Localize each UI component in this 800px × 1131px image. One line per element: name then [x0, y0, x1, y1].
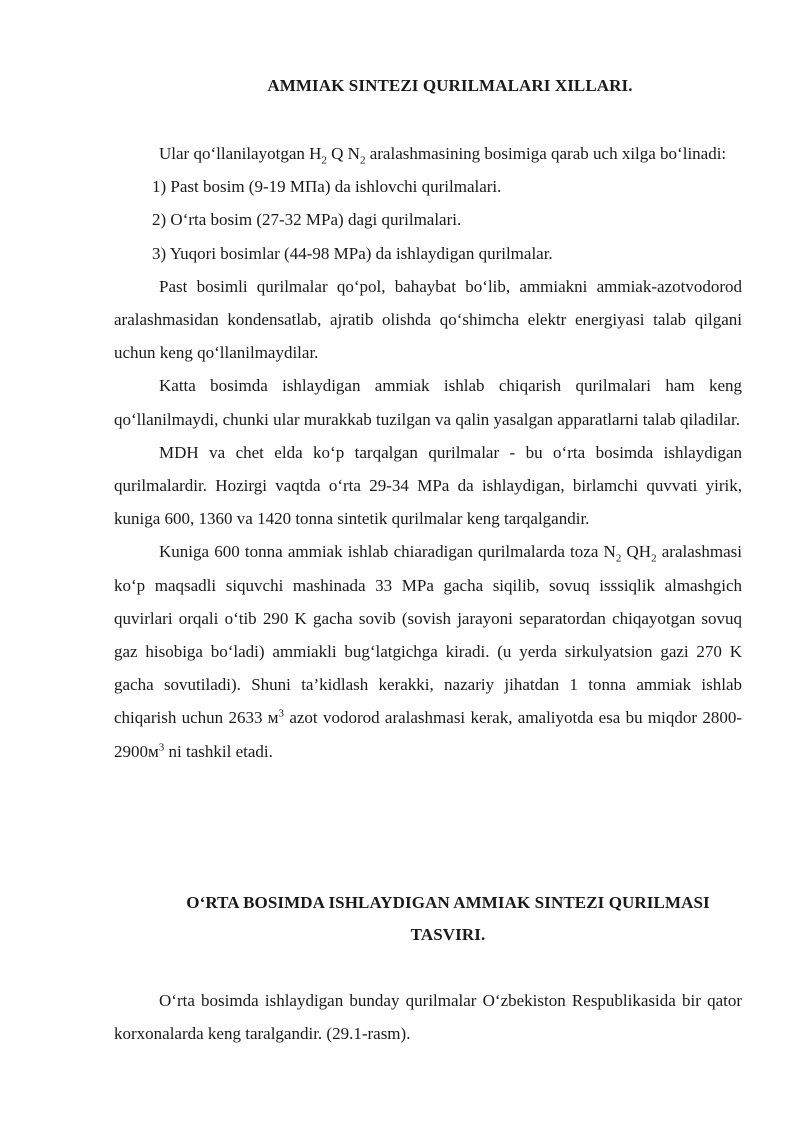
list-item-high-pressure: 3) Yuqori bosimlar (44-98 MPa) da ishlaydigan qurilmalar. — [152, 243, 553, 263]
process-text-1: Kuniga 600 tonna ammiak ishlab chiaradigan qurilmalarda toza N — [159, 542, 616, 562]
process-subscript-1: 2 — [615, 552, 622, 565]
intro-text-start: Ular qo‘llanilayotgan H — [159, 144, 322, 163]
main-text-block — [114, 137, 742, 768]
process-text-5: ni tashkil etadi. — [164, 741, 273, 761]
section-subtitle: O‘RTA BOSIMDA ISHLAYDIGAN AMMIAK SINTEZI QURILMASI TASVIRI. — [186, 893, 710, 944]
list-item-medium-pressure: 2) O‘rta bosim (27-32 MPa) dagi qurilmalari. — [152, 210, 462, 230]
paragraph-process-description — [114, 535, 742, 767]
intro-paragraph — [114, 137, 742, 170]
process-text-4: azot vodorod aralashmasi kerak, amaliyotda esa bu miqdor 2800-2900м — [114, 708, 742, 761]
closing-text-block — [114, 984, 742, 1050]
process-superscript-1: 3 — [278, 707, 285, 720]
paragraph-low-pressure: Past bosimli qurilmalar qo‘pol, bahaybat bo‘lib, ammiakni ammiak-azotvodorod aralashmasidan kondensatlab, ajratib olishda qo‘shimcha elektr energiyasi talab qilgani uchun keng qo‘llanilmaydilar. — [114, 276, 742, 363]
process-text-2: QH — [621, 542, 652, 562]
process-text-3: aralashmasi ko‘p maqsadli siquvchi mashinada 33 MPa gacha siqilib, sovuq isssiqlik almashgich quvirlari orqali o‘tib 290 K gacha sovib (sovish jarayoni separatordan chiqayotgan sovuq gaz hisobiga bo‘ladi) ammiakli bug‘latgichga kiradi. (u yerda sirkulyatsion gazi 270 K gacha sovutiladi). Shuni ta’kidlash kerakki, nazariy jihatdan 1 tonna ammiak ishlab chiqarish uchun 2633 м — [114, 542, 742, 728]
process-subscript-2: 2 — [651, 552, 657, 565]
intro-text-end: aralashmasining bosimiga qarab uch xilga bo‘linadi: — [365, 144, 727, 163]
process-superscript-2: 3 — [158, 741, 165, 753]
list-item-low-pressure: 1) Past bosim (9-19 MПa) da ishlovchi qurilmalari. — [152, 177, 502, 197]
intro-subscript-2: 2 — [359, 154, 366, 167]
intro-text-q: Q N — [326, 144, 360, 163]
page-title: AMMIAK SINTEZI QURILMALARI XILLARI. — [267, 76, 633, 95]
final-paragraph: O‘rta bosimda ishlaydigan bunday qurilmalar O‘zbekiston Respublikasida bir qator korxonalarda keng taralgandir. (29.1-rasm). — [114, 991, 742, 1044]
intro-subscript-1: 2 — [321, 154, 327, 167]
paragraph-medium-pressure: MDH va chet elda ko‘p tarqalgan qurilmalar - bu o‘rta bosimda ishlaydigan qurilmalardir. Hozirgi vaqtda o‘rta 29-34 MPa da ishlaydigan, birlamchi quvvati yirik, kuniga 600, 1360 va 1420 tonna sintetik qurilmalar keng tarqalgandir. — [114, 442, 742, 529]
paragraph-high-pressure: Katta bosimda ishlaydigan ammiak ishlab chiqarish qurilmalari ham keng qo‘llanilmaydi, chunki ular murakkab tuzilgan va qalin yasalgan apparatlarni talab qiladilar. — [114, 376, 742, 429]
